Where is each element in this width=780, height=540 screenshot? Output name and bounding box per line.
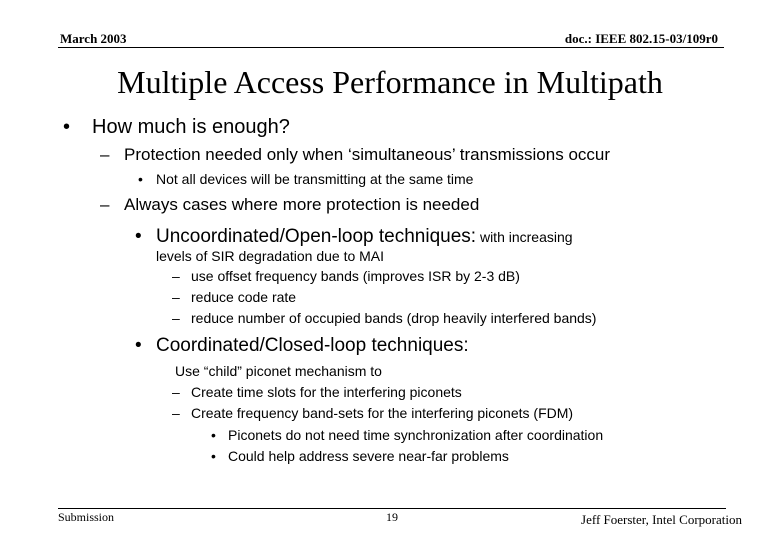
l2b-text: Always cases where more protection is needed bbox=[124, 195, 480, 214]
open-item: reduce code rate bbox=[191, 289, 297, 305]
l3c-cont: Use “child” piconet mechanism to bbox=[175, 363, 382, 379]
footer-author: Jeff Foerster, Intel Corporation bbox=[581, 512, 742, 527]
header-date: March 2003 bbox=[60, 31, 127, 46]
header-rule bbox=[58, 47, 724, 48]
slide-title: Multiple Access Performance in Multipath bbox=[117, 64, 663, 100]
l3b-bullet: • bbox=[135, 226, 142, 247]
l3a-bullet: • bbox=[138, 171, 143, 187]
closed-item: Create frequency band-sets for the interfering piconets (FDM) bbox=[191, 405, 574, 421]
closed-item: Create time slots for the interfering piconets bbox=[191, 384, 462, 400]
sub-item-bullet: • bbox=[211, 448, 216, 464]
l2b-dash: – bbox=[100, 195, 110, 214]
l2a-text: Protection needed only when ‘simultaneous’ transmissions occur bbox=[124, 145, 611, 164]
l2a-dash: – bbox=[100, 145, 110, 164]
l3b-tail: with increasing bbox=[476, 229, 573, 245]
l3b-line bbox=[156, 226, 573, 248]
l3a-text: Not all devices will be transmitting at the same time bbox=[156, 171, 474, 187]
sub-item: Piconets do not need time synchronization after coordination bbox=[228, 427, 604, 443]
l3b-cont: levels of SIR degradation due to MAI bbox=[156, 248, 385, 264]
l3c-head: Coordinated/Closed-loop techniques: bbox=[156, 335, 469, 356]
l3b-head: Uncoordinated/Open-loop techniques: bbox=[156, 226, 477, 247]
sub-item-bullet: • bbox=[211, 427, 216, 443]
sub-item: Could help address severe near-far problems bbox=[228, 448, 509, 464]
open-item: use offset frequency bands (improves ISR by 2-3 dB) bbox=[191, 268, 520, 284]
closed-item-dash: – bbox=[172, 384, 180, 400]
footer-submission: Submission bbox=[58, 510, 115, 524]
open-item: reduce number of occupied bands (drop heavily interfered bands) bbox=[191, 310, 597, 326]
l3c-bullet: • bbox=[135, 335, 142, 356]
open-item-dash: – bbox=[172, 289, 180, 305]
header-doc-id: doc.: IEEE 802.15-03/109r0 bbox=[564, 31, 718, 46]
open-item-dash: – bbox=[172, 268, 180, 284]
l1-bullet: • bbox=[63, 116, 71, 138]
open-item-dash: – bbox=[172, 310, 180, 326]
l1-text: How much is enough? bbox=[92, 116, 290, 138]
footer-rule bbox=[58, 508, 726, 509]
closed-item-dash: – bbox=[172, 405, 180, 421]
footer-page-number: 19 bbox=[386, 510, 398, 524]
